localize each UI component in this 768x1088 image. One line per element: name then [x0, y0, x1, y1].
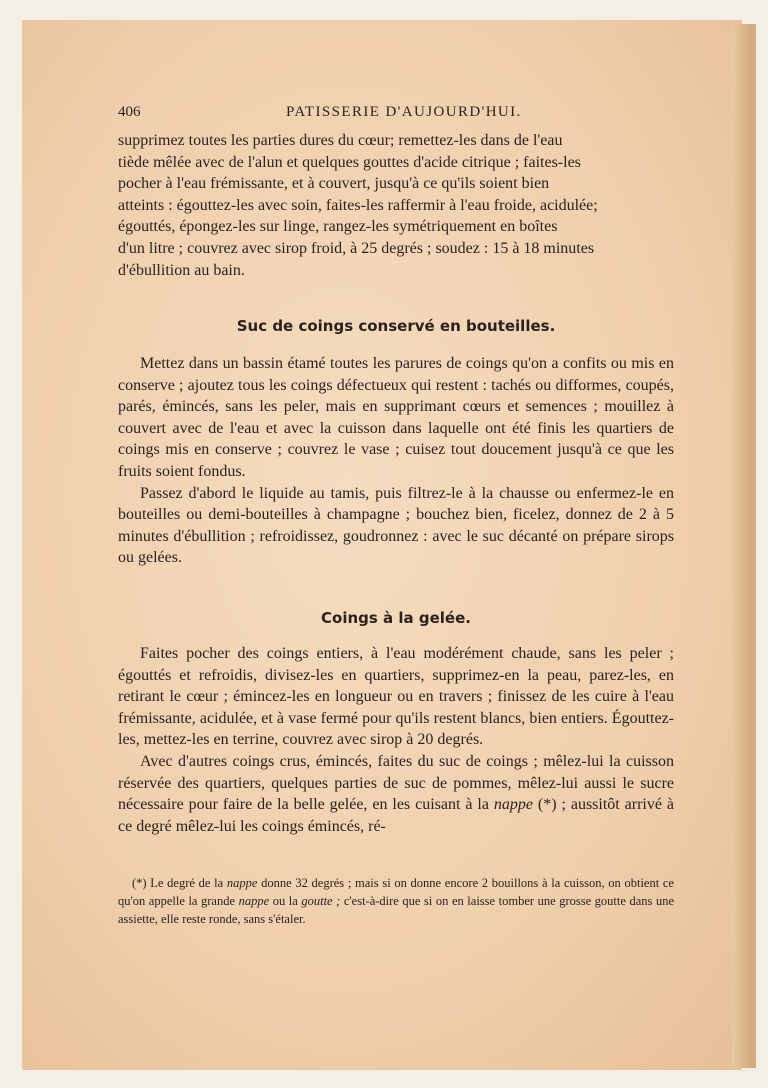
- text-line: atteints : égouttez-les avec soin, faites-les raffermir à l'eau froide, acidulée;: [118, 196, 598, 214]
- italic-term: goutte ;: [301, 894, 341, 908]
- paragraph-text: (*) ; aussitôt arrivé à ce degré mêlez-lui les coings émincés, ré-: [118, 796, 674, 835]
- footnote: [118, 874, 674, 928]
- text-line: d'un litre ; couvrez avec sirop froid, à 25 degrés ; soudez : 15 à 18 minutes: [118, 239, 595, 257]
- section-continuation: [118, 130, 674, 281]
- paragraph: Faites pocher des coings entiers, à l'eau modérément chaude, sans les peler ; égouttés et refroidis, divisez-les en quartiers, supprimez-en la peau, parez-les, en retirant le cœur ; émincez-les en longueur ou en travers ; finissez de les cuire à l'eau frémissante, acidulée, et à vase fermé pour qu'ils restent blancs, bien entiers. Égouttez-les, mettez-les en terrine, couvrez avec sirop à 20 degrés.: [118, 645, 674, 749]
- footnote-part: c'est-à-dire que si on en laisse tomber une grosse goutte dans une assiette, elle reste ronde, sans s'étaler.: [118, 894, 674, 926]
- paragraph-text: Avec d'autres coings crus, émincés, faites du suc de coings ; mêlez-lui la cuisson réservée des quartiers, quelques parties de suc de pommes, mêlez-lui aussi le sucre nécessaire pour faire de la belle gelée, en les cuisant à la: [118, 752, 674, 814]
- text-line: tiède mêlée avec de l'alun et quelques gouttes d'acide citrique ; faites-les: [118, 153, 581, 171]
- footnote-text: [118, 874, 674, 928]
- section-title-suc-de-coings: Suc de coings conservé en bouteilles.: [236, 317, 556, 335]
- italic-term: nappe: [493, 796, 533, 814]
- text-line: d'ébullition au bain.: [118, 261, 245, 279]
- footnote-part: ou la: [269, 894, 302, 908]
- italic-term: nappe: [226, 876, 258, 890]
- paragraph: Passez d'abord le liquide au tamis, puis filtrez-le à la chausse ou enfermez-le en bouteilles ou demi-bouteilles à champagne ; bouchez bien, ficelez, donnez de 2 à 5 minutes d'ébullition ; refroidissez, goudronnez : avec le suc décanté on prépare sirops ou gelées.: [118, 484, 674, 567]
- footnote-part: donne 32 degrés ; mais si on donne encore 2 bouillons à la cuisson, on obtient ce qu'on appelle la grande: [118, 876, 674, 908]
- italic-term: nappe: [238, 894, 270, 908]
- text-line: égouttés, épongez-les sur linge, rangez-les symétriquement en boîtes: [118, 218, 558, 236]
- paragraph: Mettez dans un bassin étamé toutes les parures de coings qu'on a confits ou mis en conserve ; ajoutez tous les coings défectueux qui restent : tachés ou difformes, coupés, parés, émincés, sans les peler, mais en supprimant cœurs et semences ; mouillez à couvert avec de l'eau et avec la cuisson dans laquelle ont été finis les quartiers de coings mis en conserve ; couvrez le vase ; cuisez tout doucement jusqu'à ce que les fruits soient fondus.: [118, 355, 674, 480]
- footnote-part: (*) Le degré de la: [132, 876, 227, 890]
- section-title-coings-a-la-gelee: Coings à la gelée.: [321, 609, 471, 627]
- text-line: pocher à l'eau frémissante, et à couvert, jusqu'à ce qu'ils soient bien: [118, 175, 550, 193]
- section-suc-de-coings-body: [118, 353, 674, 569]
- text-line: supprimez toutes les parties dures du cœur; remettez-les dans de l'eau: [118, 132, 563, 149]
- page-edge-shadow: [732, 24, 756, 1068]
- running-header: [118, 104, 678, 124]
- section-coings-a-la-gelee-body: [118, 643, 674, 837]
- paragraph: [118, 751, 674, 837]
- page-number: 406: [118, 104, 141, 120]
- running-title: PATISSERIE D'AUJOURD'HUI.: [286, 104, 522, 120]
